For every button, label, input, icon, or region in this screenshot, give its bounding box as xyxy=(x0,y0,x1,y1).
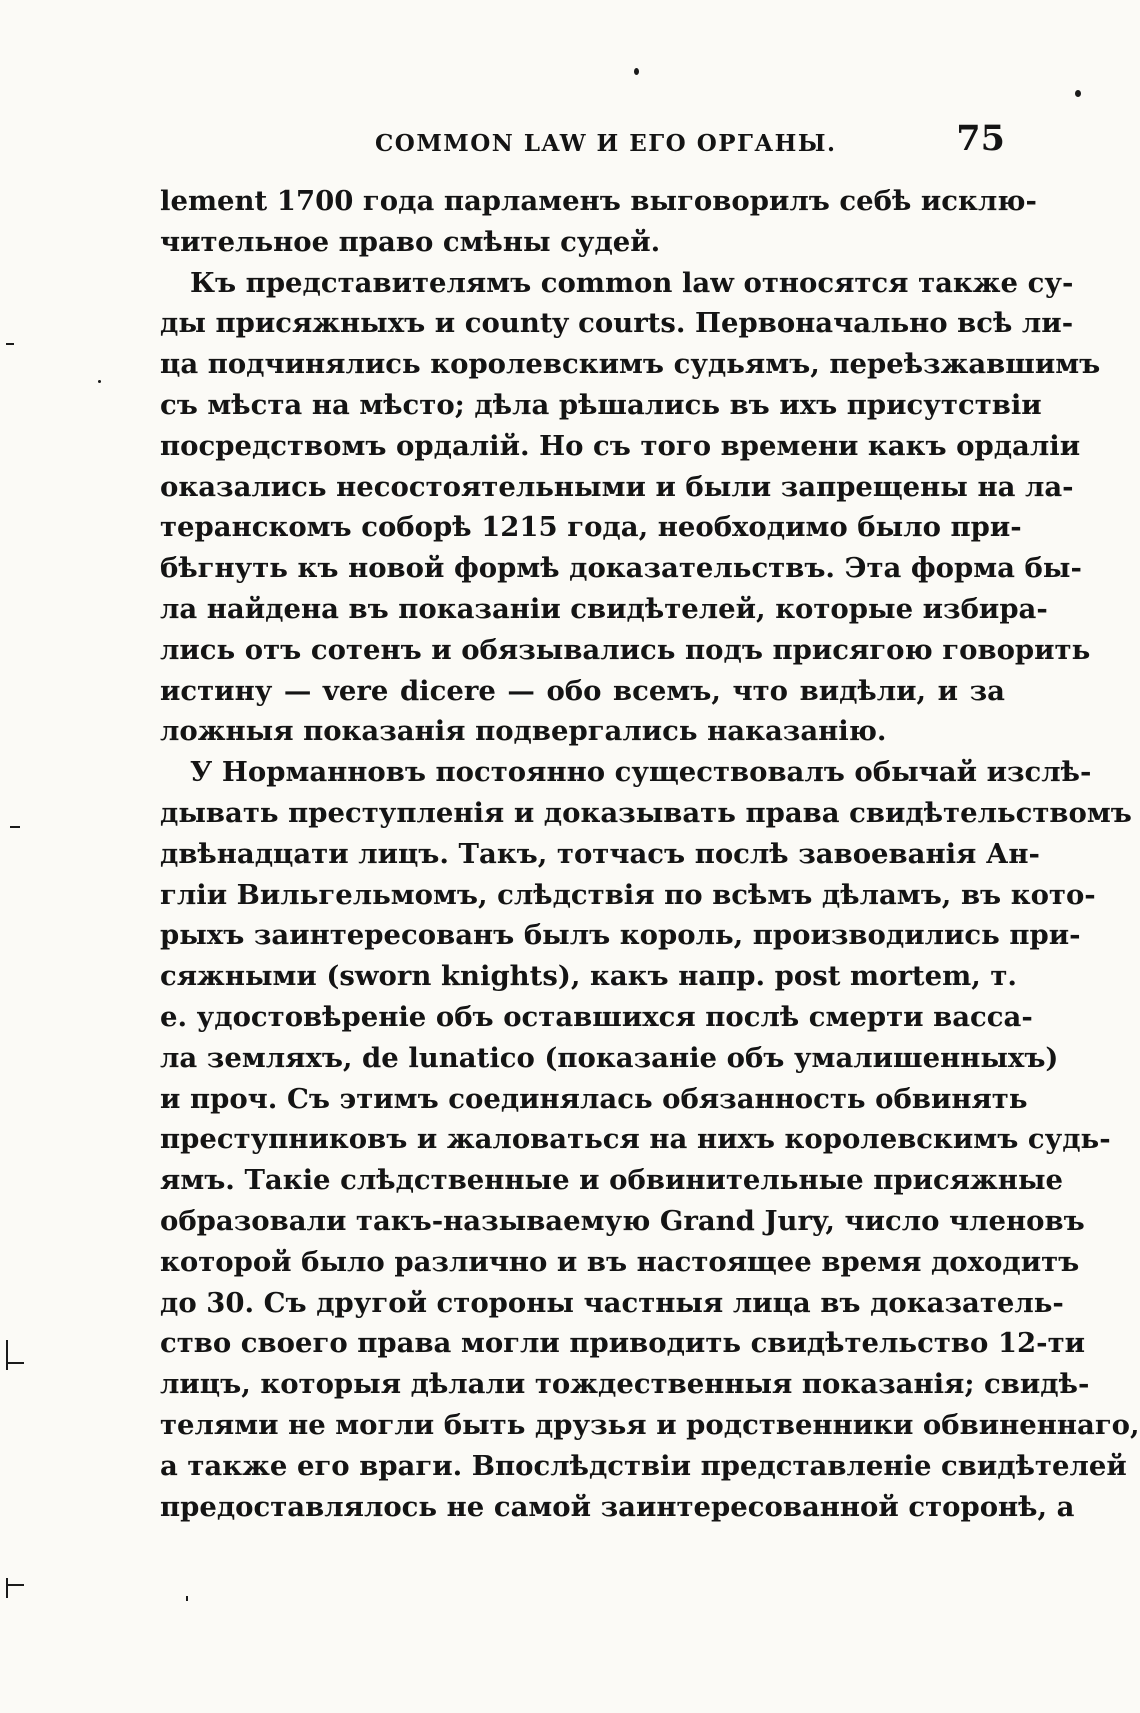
text-line: телями не могли быть друзья и родственники обвиненнаго, xyxy=(160,1408,1140,1441)
scan-speck xyxy=(10,826,20,828)
text-line: дывать преступленія и доказывать права свидѣтельствомъ xyxy=(160,796,1132,829)
text-line: сяжными (sworn knights), какъ напр. post mortem, т. xyxy=(160,960,1017,993)
text-line: до 30. Съ другой стороны частныя лица въ доказатель- xyxy=(160,1286,1064,1319)
text-line: двѣнадцати лицъ. Такъ, тотчасъ послѣ завоеванія Ан- xyxy=(160,837,1040,870)
text-line: лись отъ сотенъ и обязывались подъ присягою говорить xyxy=(160,633,1091,666)
scan-speck xyxy=(186,1596,188,1601)
margin-mark xyxy=(6,1584,24,1586)
text-line: посредствомъ ордалій. Но съ того времени какъ ордаліи xyxy=(160,429,1081,462)
text-line: лицъ, которыя дѣлали тождественныя показанія; свидѣ- xyxy=(160,1368,1090,1401)
text-line: ца подчинялись королевскимъ судьямъ, переѣзжавшимъ xyxy=(160,348,1101,381)
text-line: и проч. Съ этимъ соединялась обязанность обвинять xyxy=(160,1082,1028,1115)
text-line: ды присяжныхъ и county courts. Первоначально всѣ ли- xyxy=(160,307,1074,340)
text-line: ла найдена въ показаніи свидѣтелей, которые избира- xyxy=(160,592,1048,625)
text-line: ла земляхъ, de lunatico (показаніе объ умалишенныхъ) xyxy=(160,1041,1059,1074)
text-line: ложныя показанія подвергались наказанію. xyxy=(160,715,887,748)
text-line: ство своего права могли приводить свидѣтельство 12-ти xyxy=(160,1327,1086,1360)
text-line: теранскомъ соборѣ 1215 года, необходимо было при- xyxy=(160,511,1022,544)
page-header xyxy=(160,118,1005,168)
scan-speck xyxy=(98,380,101,383)
page-number: 75 xyxy=(956,118,1005,159)
text-line: чительное право смѣны судей. xyxy=(160,225,661,258)
text-line: рыхъ заинтересованъ былъ король, производились при- xyxy=(160,919,1081,952)
text-line: истину — vere dicere — обо всемъ, что видѣли, и за xyxy=(160,674,1005,707)
running-title: COMMON LAW И ЕГО ОРГАНЫ. xyxy=(375,130,837,157)
text-line: а также его враги. Впослѣдствіи представленіе свидѣтелей xyxy=(160,1449,1127,1482)
scan-speck xyxy=(1075,90,1081,97)
text-line: съ мѣста на мѣсто; дѣла рѣшались въ ихъ присутствіи xyxy=(160,388,1042,421)
text-line: образовали такъ-называемую Grand Jury, число членовъ xyxy=(160,1204,1085,1237)
text-line: которой было различно и въ настоящее время доходитъ xyxy=(160,1245,1080,1278)
scan-speck xyxy=(6,343,14,345)
text-line: У Норманновъ постоянно существовалъ обычай изслѣ- xyxy=(190,756,1092,789)
text-line: предоставлялось не самой заинтересованной сторонѣ, а xyxy=(160,1490,1075,1523)
text-line: Къ представителямъ common law относятся также су- xyxy=(190,266,1074,299)
margin-mark xyxy=(6,1362,24,1364)
text-line: преступниковъ и жаловаться на нихъ королевскимъ судь- xyxy=(160,1123,1111,1156)
text-line: гліи Вильгельмомъ, слѣдствія по всѣмъ дѣламъ, въ кото- xyxy=(160,878,1096,911)
text-line: е. удостовѣреніе объ оставшихся послѣ смерти васса- xyxy=(160,1000,1033,1033)
text-line: оказались несостоятельными и были запрещены на ла- xyxy=(160,470,1074,503)
text-line: lement 1700 года парламенъ выговорилъ себѣ исклю- xyxy=(160,185,1037,217)
margin-mark xyxy=(6,1340,8,1370)
text-line: ямъ. Такіе слѣдственные и обвинительные присяжные xyxy=(160,1164,1064,1197)
text-line: бѣгнуть къ новой формѣ доказательствъ. Эта форма бы- xyxy=(160,552,1082,585)
scan-speck xyxy=(634,68,639,75)
margin-mark xyxy=(6,1578,8,1598)
body-text xyxy=(160,181,1140,1527)
